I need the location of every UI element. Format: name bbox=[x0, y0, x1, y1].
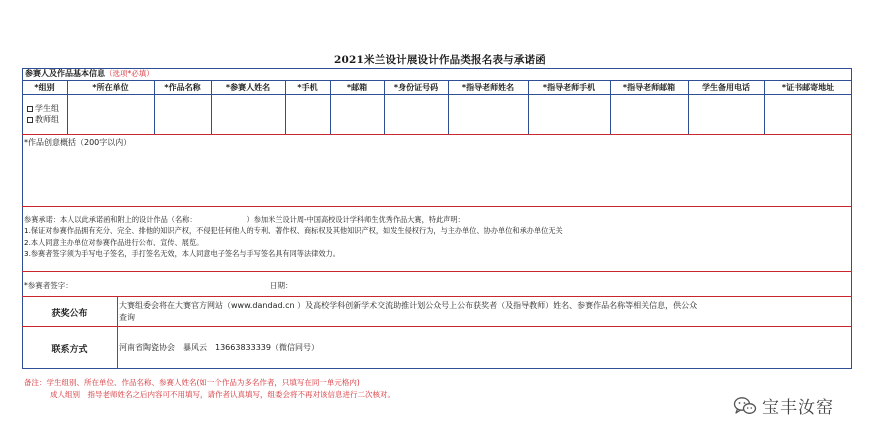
column-divider bbox=[448, 81, 449, 135]
col-header-phone: *手机 bbox=[297, 83, 318, 92]
column-divider bbox=[384, 81, 385, 135]
column-divider bbox=[330, 81, 331, 135]
col-header-backup-phone: 学生备用电话 bbox=[702, 83, 750, 92]
column-divider bbox=[610, 81, 611, 135]
pledge-item: 1.保证对参赛作品拥有充分、完全、排他的知识产权，不侵犯任何他人的专利、著作权、商标权及其他知识产权，如发生侵权行为，与主办单位、协办单位和承办单位无关 bbox=[24, 226, 563, 236]
pledge-item: 2.本人同意主办单位对参赛作品进行公布、宣传、展览。 bbox=[24, 237, 204, 247]
award-label: 获奖公布 bbox=[51, 309, 88, 319]
footnote-line-1: 备注：学生组别、所在单位、作品名称、参赛人姓名(如一个作品为多名作者，只填写在同一单元格内) bbox=[24, 378, 360, 387]
col-header-mailing-address: *证书邮寄地址 bbox=[781, 83, 835, 92]
col-header-work-name: *作品名称 bbox=[164, 83, 201, 92]
col-header-unit: *所在单位 bbox=[92, 83, 129, 92]
col-header-entrant-name: *参赛人姓名 bbox=[225, 83, 271, 92]
column-divider bbox=[528, 81, 529, 135]
col-header-group: *组别 bbox=[34, 83, 55, 92]
col-header-advisor-name: *指导老师姓名 bbox=[461, 83, 515, 92]
col-header-email: *邮箱 bbox=[346, 83, 368, 92]
section-header bbox=[22, 68, 852, 81]
checkbox-icon[interactable] bbox=[27, 106, 33, 112]
column-divider bbox=[285, 81, 286, 135]
row-divider bbox=[22, 296, 852, 297]
date-label: 日期： bbox=[270, 281, 293, 290]
pledge-item: 3.参赛者签字须为手写电子签名，手打签名无效，本人同意电子签名与手写签名具有同等法律效力。 bbox=[24, 248, 340, 258]
pledge-intro bbox=[24, 214, 563, 225]
award-text-line: 查询 bbox=[119, 312, 135, 322]
row-divider bbox=[22, 206, 852, 207]
col-header-id-number: *身份证号码 bbox=[393, 83, 439, 92]
section-title: 参赛人及作品基本信息 bbox=[25, 69, 105, 78]
row-divider bbox=[22, 271, 852, 272]
contact-text: 河南省陶瓷协会 暴风云 13663833339（微信同号） bbox=[119, 343, 319, 352]
column-divider bbox=[764, 81, 765, 135]
watermark bbox=[733, 393, 834, 418]
wechat-icon bbox=[733, 396, 757, 416]
column-header-row bbox=[22, 81, 852, 95]
checkbox-icon[interactable] bbox=[27, 117, 33, 123]
document-title: 2021米兰设计展设计作品类报名表与承诺函 bbox=[334, 54, 546, 66]
pledge-statement bbox=[24, 214, 563, 259]
column-divider bbox=[211, 81, 212, 135]
label-divider bbox=[117, 296, 118, 369]
column-divider bbox=[67, 81, 68, 135]
column-divider bbox=[688, 81, 689, 135]
award-text-line: 大赛组委会将在大赛官方网站（www.dandad.cn ）及高校学科创新学术交流助推计划公众号上公布获奖者（及指导教师）姓名、参赛作品名称等相关信息，供公众 bbox=[119, 301, 698, 310]
row-divider bbox=[22, 326, 852, 327]
signature-label: *参赛者签字： bbox=[24, 281, 73, 290]
column-divider bbox=[154, 81, 155, 135]
col-header-advisor-phone: *指导老师手机 bbox=[542, 83, 596, 92]
pledge-intro-a: 参赛承诺：本人以此承诺函和附上的设计作品（名称： bbox=[24, 215, 197, 224]
group-option-label: 教师组 bbox=[35, 115, 59, 124]
required-note: （选项*必填） bbox=[105, 69, 154, 78]
summary-label: *作品创意概括（200字以内） bbox=[24, 138, 132, 147]
group-option-label: 学生组 bbox=[35, 104, 59, 113]
award-text bbox=[119, 300, 697, 323]
col-header-advisor-email: *指导老师邮箱 bbox=[622, 83, 676, 92]
contact-label: 联系方式 bbox=[51, 345, 88, 355]
pledge-intro-b: ）参加米兰设计周-中国高校设计学科师生优秀作品大赛，特此声明： bbox=[246, 215, 465, 224]
watermark-text: 宝丰汝窑 bbox=[762, 398, 834, 418]
group-option-student[interactable] bbox=[27, 103, 59, 114]
group-option-teacher[interactable] bbox=[27, 114, 59, 125]
footnote-line-2: 成人组别 指导老师姓名之后内容可不用填写，请作者认真填写，组委会将不再对该信息进行二次核对。 bbox=[50, 390, 395, 399]
row-divider bbox=[22, 134, 852, 135]
group-options bbox=[27, 103, 59, 125]
